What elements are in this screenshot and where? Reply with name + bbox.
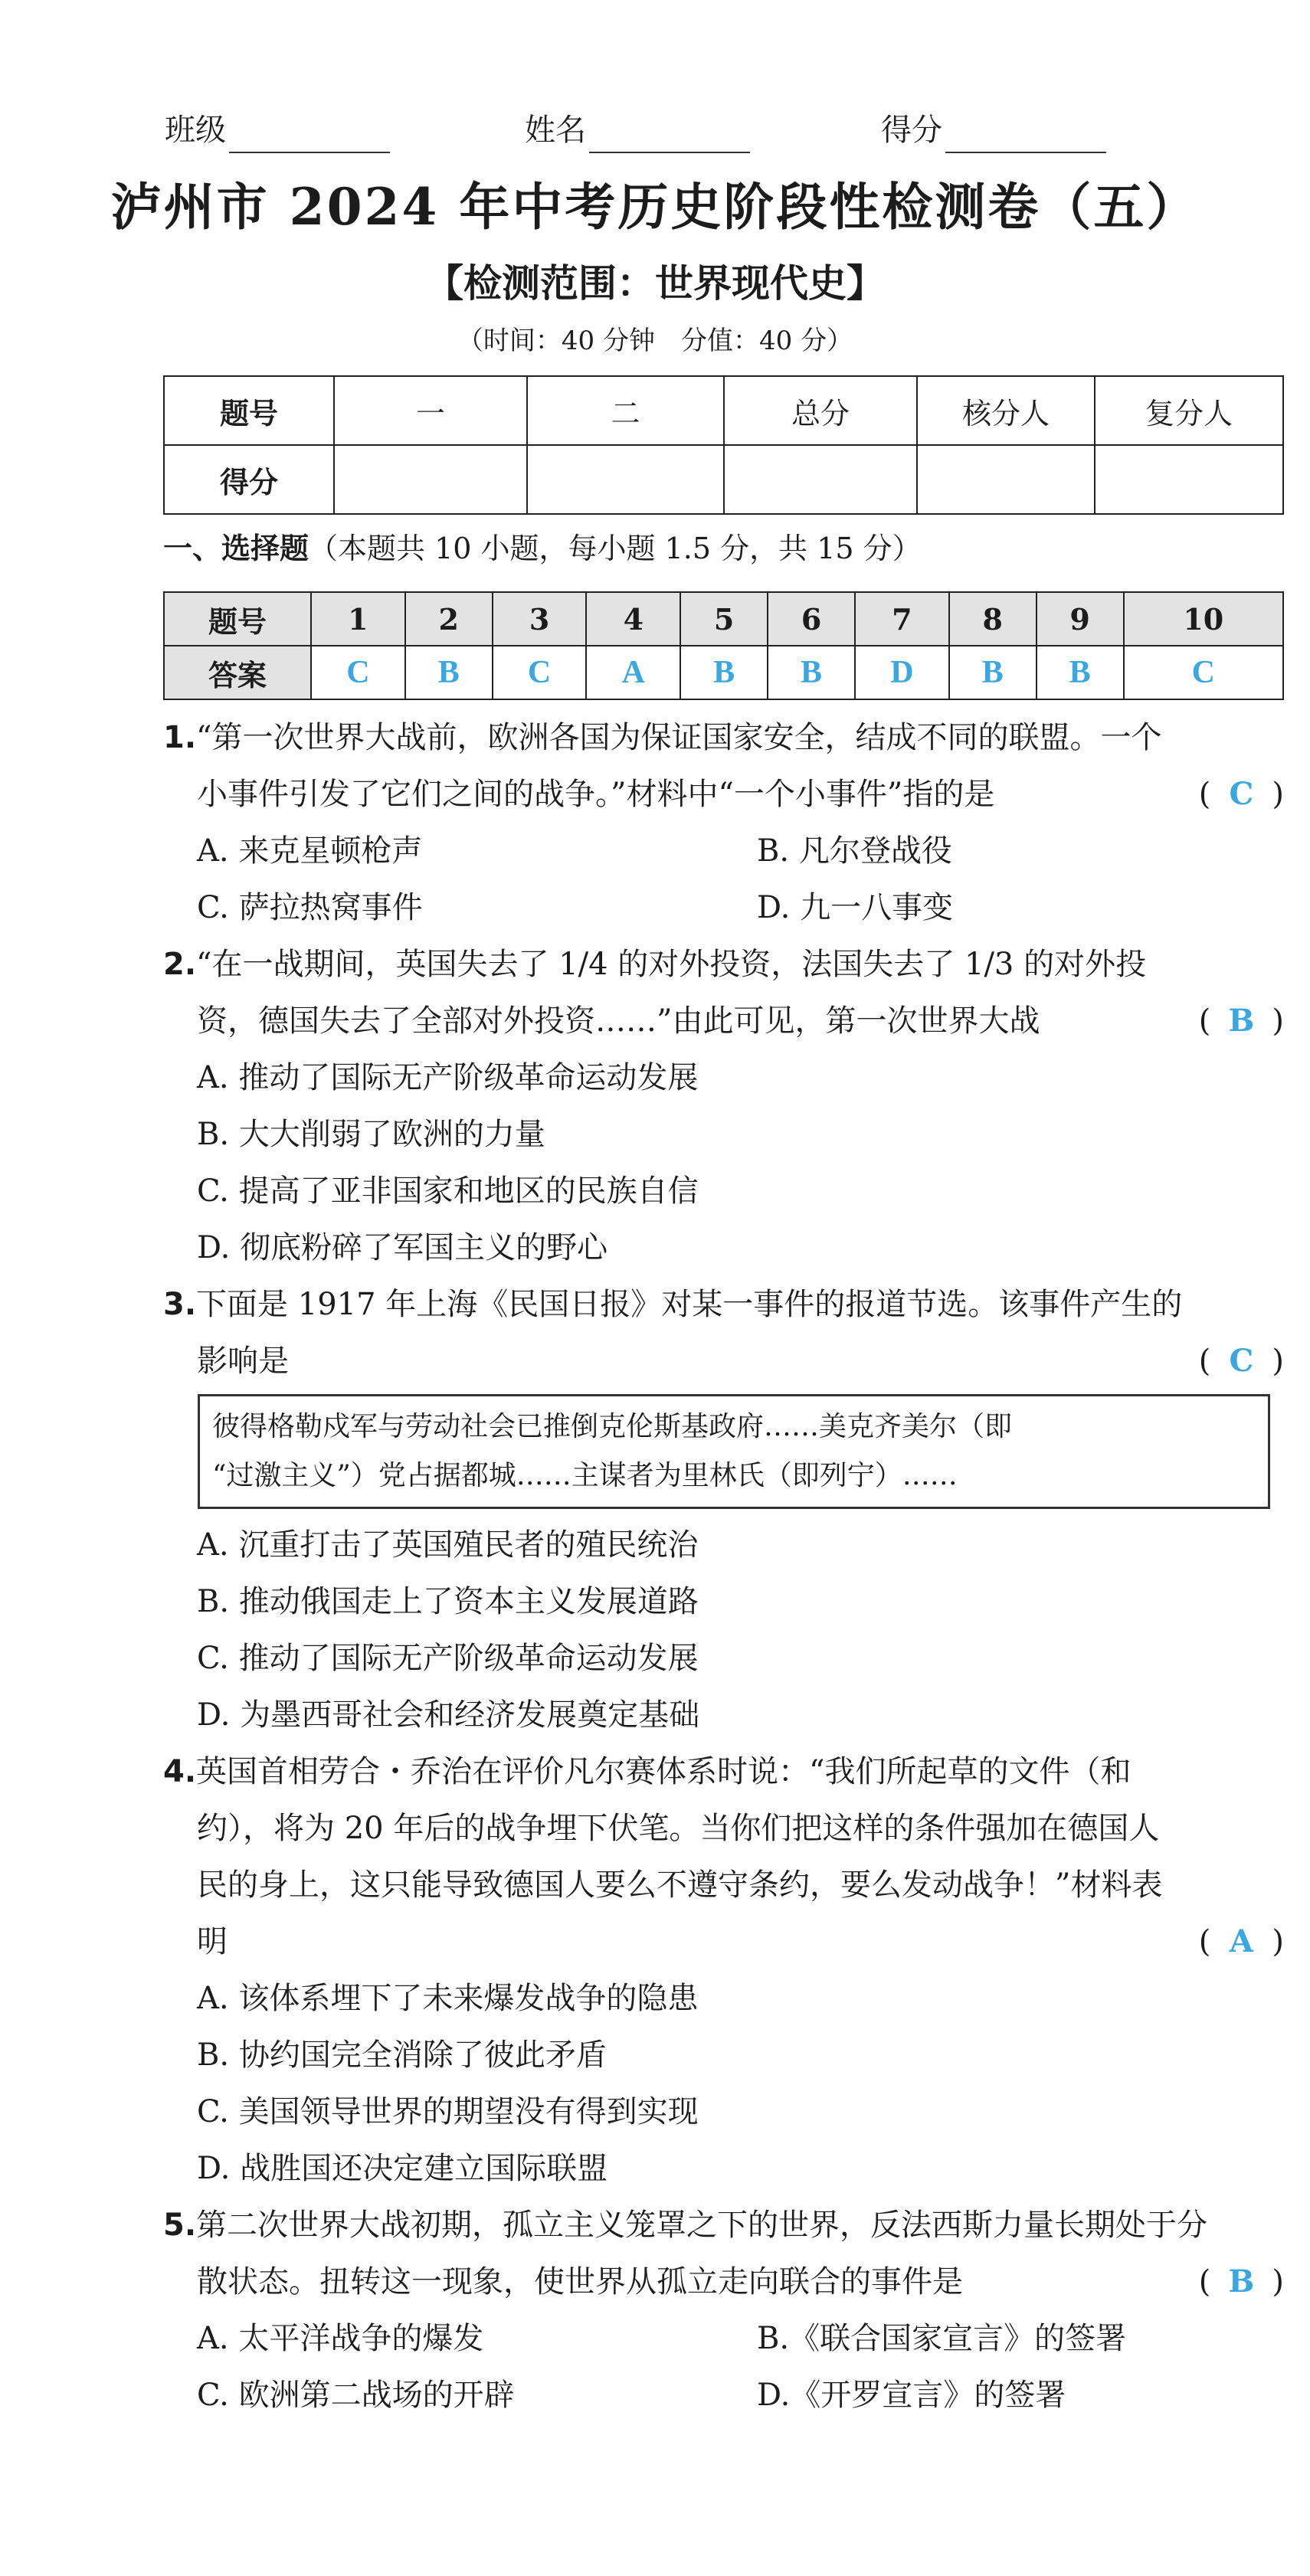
answer-value: B (949, 646, 1037, 699)
answer-bracket: ( A ) (1199, 1913, 1284, 1970)
answer-value: A (586, 646, 680, 699)
question-text: 下面是 1917 年上海《民国日报》对某一事件的报道节选。该事件产生的 (196, 1287, 1183, 1322)
option-d[interactable]: D. 为墨西哥社会和经济发展奠定基础 (197, 1697, 700, 1733)
option-c[interactable]: C. 美国领导世界的期望没有得到实现 (197, 2094, 699, 2129)
question-number: 3. (163, 1287, 197, 1322)
quote-box (198, 1394, 1270, 1509)
option-row (163, 823, 1284, 879)
answer-num: 3 (493, 592, 587, 646)
score-cell[interactable] (527, 445, 724, 514)
answer-num: 1 (311, 592, 405, 646)
name-label: 姓名 (525, 113, 586, 148)
answer-letter: B (1228, 2263, 1255, 2299)
option-d[interactable]: D. 彻底粉碎了军国主义的野心 (197, 1230, 608, 1265)
score-table (163, 375, 1284, 515)
question-3 (163, 1276, 1284, 1389)
answer-value: C (1124, 646, 1283, 699)
option-a[interactable]: A. 太平洋战争的爆发 (197, 2321, 484, 2356)
answer-table (163, 591, 1284, 700)
question-text: 散状态。扭转这一现象，使世界从孤立走向联合的事件是 (197, 2264, 963, 2299)
question-1 (163, 709, 1284, 936)
question-number: 1. (163, 720, 197, 755)
question-text: 影响是 (197, 1344, 289, 1379)
question-line (163, 1333, 1284, 1389)
option-row (163, 2367, 1284, 2424)
answer-value: B (680, 646, 768, 699)
score-cell[interactable] (724, 445, 917, 514)
option-row (163, 2310, 1284, 2367)
option-b[interactable]: B. 协约国完全消除了彼此矛盾 (197, 2038, 607, 2073)
score-header-cell: 核分人 (917, 376, 1095, 445)
question-line (163, 2197, 1284, 2254)
question-number: 4. (163, 1754, 197, 1789)
question-5 (163, 2197, 1284, 2424)
exam-subtitle: 【检测范围：世界现代史】 (425, 261, 885, 306)
answer-value: D (855, 646, 949, 699)
answer-value: C (311, 646, 405, 699)
question-text: 民的身上，这只能导致德国人要么不遵守条约，要么发动战争！”材料表 (197, 1867, 1163, 1903)
answer-letter: A (1229, 1923, 1253, 1959)
quote-line: 彼得格勒戍军与劳动社会已推倒克伦斯基政府……美克齐美尔（即 (212, 1411, 1013, 1442)
class-field[interactable] (165, 107, 390, 153)
score-field[interactable] (881, 107, 1106, 153)
question-line (163, 1913, 1284, 1970)
time-info: （时间：40 分钟 分值：40 分） (457, 326, 853, 356)
score-cell[interactable] (334, 445, 527, 514)
option-b[interactable]: B. 推动俄国走上了资本主义发展道路 (197, 1584, 699, 1619)
question-4 (163, 1743, 1284, 2197)
answer-row-label: 答案 (164, 646, 311, 699)
score-row-label: 得分 (164, 445, 334, 514)
option-a[interactable]: A. 沉重打击了英国殖民者的殖民统治 (197, 1527, 699, 1563)
score-blank[interactable] (945, 118, 1106, 153)
answer-num: 10 (1124, 592, 1283, 646)
answer-letter: C (1229, 776, 1254, 812)
question-number: 5. (163, 2208, 197, 2243)
answer-num: 2 (405, 592, 493, 646)
option-c[interactable]: C. 欧洲第二战场的开辟 (197, 2378, 515, 2413)
option-b[interactable]: B. 凡尔登战役 (757, 833, 952, 869)
option-c[interactable]: C. 提高了亚非国家和地区的民族自信 (197, 1173, 699, 1209)
answer-num: 5 (680, 592, 768, 646)
option-c[interactable]: C. 推动了国际无产阶级革命运动发展 (197, 1641, 699, 1676)
answer-letter: C (1229, 1343, 1254, 1379)
question-line (163, 936, 1284, 993)
option-d[interactable]: D. 战胜国还决定建立国际联盟 (197, 2151, 608, 2186)
answer-bracket: ( B ) (1199, 993, 1284, 1049)
option-d[interactable]: D.《开罗宣言》的签署 (757, 2378, 1066, 2413)
question-2 (163, 936, 1284, 1276)
name-blank[interactable] (589, 118, 750, 153)
question-line (163, 1743, 1284, 1800)
section-title: 一、选择题 (163, 532, 309, 565)
section-heading (163, 527, 922, 570)
question-text: 资，德国失去了全部对外投资……”由此可见，第一次世界大战 (197, 1003, 1040, 1039)
option-b[interactable]: B.《联合国家宣言》的签署 (757, 2321, 1127, 2356)
question-text: 约），将为 20 年后的战争埋下伏笔。当你们把这样的条件强加在德国人 (197, 1811, 1160, 1846)
option-row (163, 879, 1284, 936)
option-a[interactable]: A. 该体系埋下了未来爆发战争的隐患 (197, 1981, 699, 2016)
answer-num: 4 (586, 592, 680, 646)
answer-num: 7 (855, 592, 949, 646)
student-info-line (165, 107, 1161, 153)
exam-title: 泸州市 2024 年中考历史阶段性检测卷（五） (110, 177, 1200, 237)
score-header-cell: 二 (527, 376, 724, 445)
score-cell[interactable] (917, 445, 1095, 514)
option-c[interactable]: C. 萨拉热窝事件 (197, 890, 423, 925)
answer-value: C (493, 646, 587, 699)
answer-bracket: ( C ) (1199, 766, 1284, 823)
answer-num: 6 (768, 592, 855, 646)
question-number: 2. (163, 947, 197, 982)
answer-bracket: ( C ) (1199, 1333, 1284, 1389)
score-header-cell: 复分人 (1095, 376, 1283, 445)
question-text: “第一次世界大战前，欧洲各国为保证国家安全，结成不同的联盟。一个 (196, 720, 1162, 755)
option-a[interactable]: A. 来克星顿枪声 (197, 833, 423, 869)
question-line (163, 709, 1284, 766)
section-note: （本题共 10 小题，每小题 1.5 分，共 15 分） (309, 532, 922, 565)
question-text: 明 (197, 1924, 228, 1959)
answer-value: B (405, 646, 493, 699)
question-line (163, 766, 1284, 823)
answer-value: B (1037, 646, 1124, 699)
class-label: 班级 (165, 113, 226, 148)
answer-num: 9 (1037, 592, 1124, 646)
answer-num-label: 题号 (164, 592, 311, 646)
option-a[interactable]: A. 推动了国际无产阶级革命运动发展 (197, 1060, 699, 1095)
answer-bracket: ( B ) (1199, 2254, 1284, 2310)
question-3-options (163, 1517, 1284, 1743)
question-text: 第二次世界大战初期，孤立主义笼罩之下的世界，反法西斯力量长期处于分 (196, 2208, 1208, 2243)
option-d[interactable]: D. 九一八事变 (757, 890, 954, 925)
question-line (163, 993, 1284, 1049)
score-cell[interactable] (1095, 445, 1283, 514)
score-label: 得分 (881, 113, 942, 148)
option-b[interactable]: B. 大大削弱了欧洲的力量 (197, 1117, 545, 1152)
answer-value: B (768, 646, 855, 699)
score-header-cell: 一 (334, 376, 527, 445)
question-line (163, 1276, 1284, 1333)
score-header-cell: 题号 (164, 376, 334, 445)
score-header-cell: 总分 (724, 376, 917, 445)
question-line (163, 2254, 1284, 2310)
question-text: 小事件引发了它们之间的战争。”材料中“一个小事件”指的是 (197, 777, 995, 812)
quote-line: “过激主义”）党占据都城……主谋者为里林氏（即列宁）…… (212, 1460, 958, 1491)
name-field[interactable] (525, 107, 750, 153)
question-text: “在一战期间，英国失去了 1/4 的对外投资，法国失去了 1/3 的对外投 (196, 947, 1147, 982)
class-blank[interactable] (229, 118, 390, 153)
answer-letter: B (1228, 1003, 1255, 1039)
question-text: 英国首相劳合・乔治在评价凡尔赛体系时说：“我们所起草的文件（和 (196, 1754, 1132, 1789)
answer-num: 8 (949, 592, 1037, 646)
